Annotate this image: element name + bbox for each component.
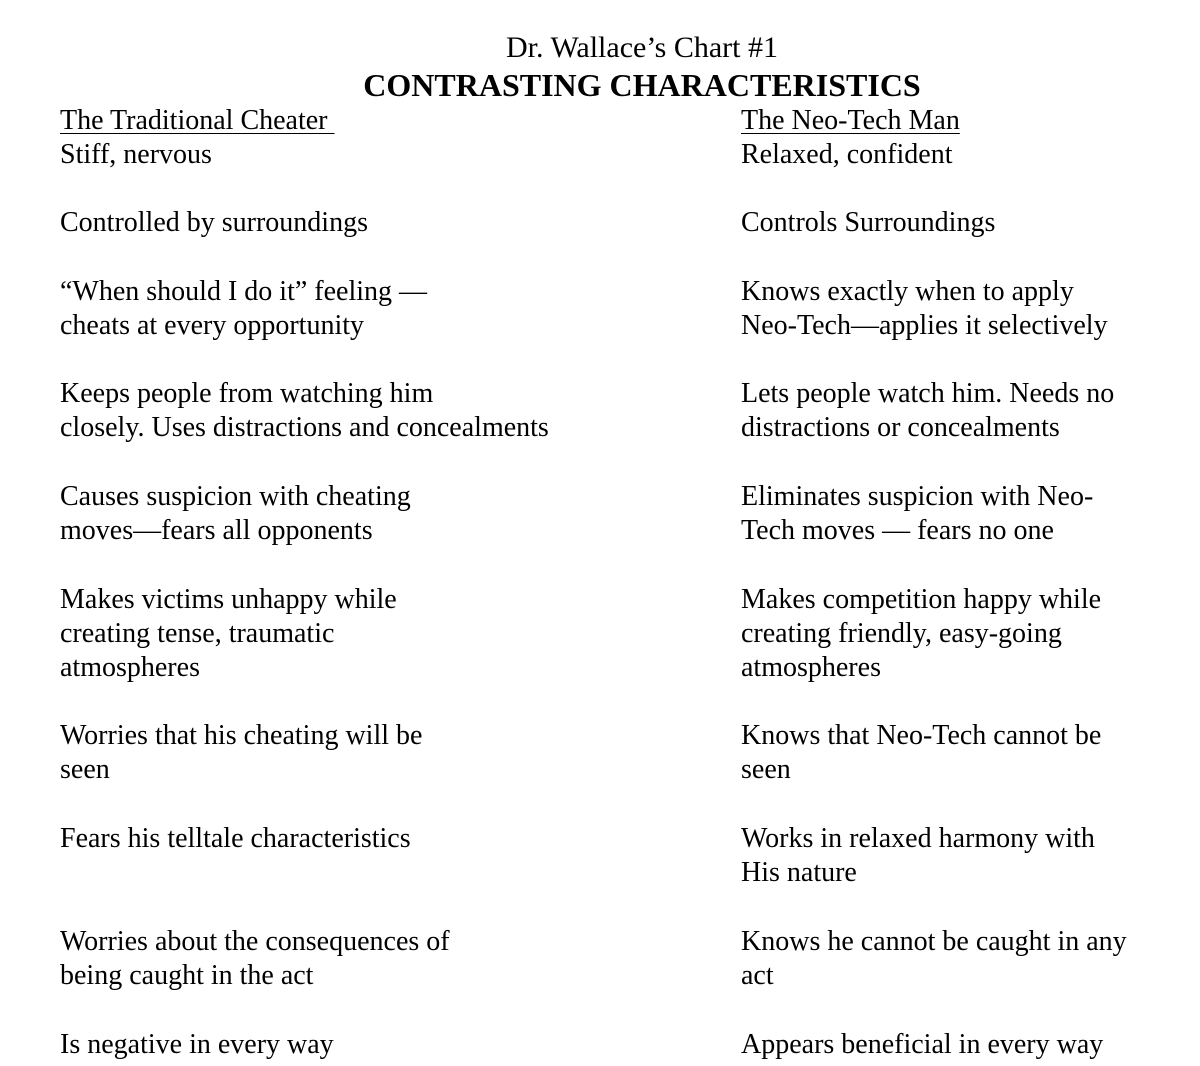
right-trait-10: Appears beneficial in every way	[741, 1029, 1104, 1060]
left-trait-1: Stiff, nervous	[60, 139, 212, 170]
right-trait-6: Makes competition happy while creating friendly, easy-going atmospheres	[741, 584, 1102, 683]
right-trait-5: Eliminates suspicion with Neo- Tech moves — fears no one	[741, 481, 1094, 546]
right-trait-8: Works in relaxed harmony with His nature	[741, 823, 1095, 888]
right-trait-7: Knows that Neo-Tech cannot be seen	[741, 720, 1102, 785]
right-trait-4: Lets people watch him. Needs no distractions or concealments	[741, 378, 1115, 443]
chart-heading: CONTRASTING CHARACTERISTICS	[363, 67, 921, 103]
right-trait-3: Knows exactly when to apply Neo-Tech—applies it selectively	[741, 276, 1108, 341]
left-trait-8: Fears his telltale characteristics	[60, 823, 411, 854]
left-column-header: The Traditional Cheater	[60, 105, 335, 136]
left-trait-5: Causes suspicion with cheating moves—fears all opponents	[60, 481, 411, 546]
right-trait-1: Relaxed, confident	[741, 139, 953, 170]
left-trait-9: Worries about the consequences of being caught in the act	[60, 926, 450, 991]
chart-name: Dr. Wallace’s Chart #1	[506, 31, 778, 64]
left-trait-3: “When should I do it” feeling — cheats at every opportunity	[60, 276, 428, 341]
left-trait-6: Makes victims unhappy while creating tense, traumatic atmospheres	[60, 584, 397, 683]
right-trait-9: Knows he cannot be caught in any act	[741, 926, 1127, 991]
right-column-header: The Neo-Tech Man	[741, 105, 960, 136]
left-trait-4: Keeps people from watching him closely. Uses distractions and concealments	[60, 378, 549, 443]
left-trait-7: Worries that his cheating will be seen	[60, 720, 423, 785]
left-trait-10: Is negative in every way	[60, 1029, 334, 1060]
right-trait-2: Controls Surroundings	[741, 207, 996, 238]
left-trait-2: Controlled by surroundings	[60, 207, 368, 238]
